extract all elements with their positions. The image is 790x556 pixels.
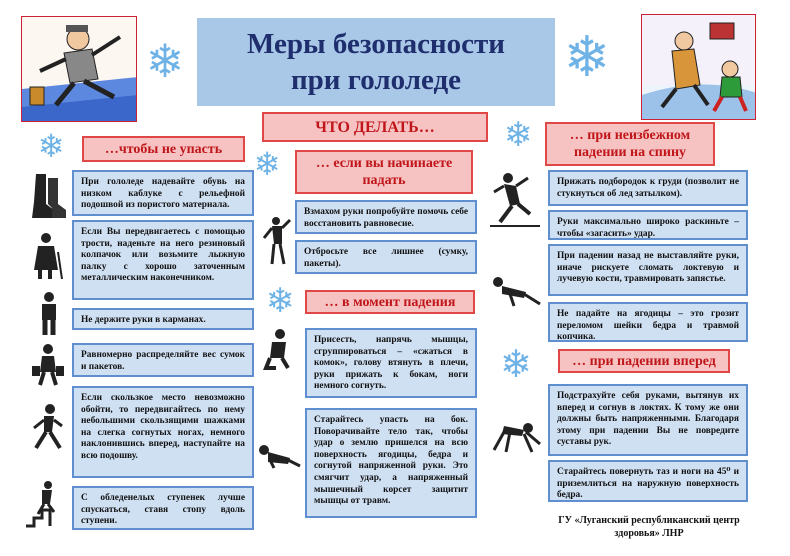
slipping-man-illustration [22,17,137,122]
snowflake-icon: ❄ [145,34,185,88]
person-with-bags-icon [30,344,66,386]
boots-icon [28,172,68,220]
snowflake-icon: ❄ [500,342,532,386]
right-item-2: Руки максимально широко раскиньте – чтобы «загасить» удар. [548,210,748,240]
middle-item-4: Старайтесь упасть на бок. Поворачивайте тело так, чтобы удар о землю пришелся на всю поверхность ягодицы, бедра и согнутой напряженной руки. Это смягчит удар, а напряженный мышечный корсет защитит мышцы от травм. [305,408,477,518]
middle-item-2: Отбросьте все лишнее (сумку, пакеты). [295,240,477,274]
middle-item-3: Присесть, напрячь мышцы, сгруппироваться – «сжаться в комок», голову втянуть в плечи, руки прижать к бокам, ноги немного согнуть. [305,328,477,398]
right-item-5: Подстрахуйте себя руками, вытянув их вперед и согнув в локтях. К тому же они должны быть напряженными. Благодаря этому при падении Вы не повредите суставы рук. [548,384,748,456]
falling-person-icon [262,216,292,266]
right-item-6: Старайтесь повернуть таз и ноги на 45⁰ и приземлиться на наружную поверхность бедра. [548,460,748,502]
walking-person-icon [30,404,66,450]
middle-section-header-1: … если вы начинаете падать [295,150,473,194]
slipping-people-illustration [642,15,756,120]
fall-illustration-left [21,16,137,122]
footer-line-1: ГУ «Луганский республиканский центр [558,515,740,526]
right-item-3: При падении назад не выставляйте руки, иначе рискуете сломать локтевую и лучевую кости, травмировать запястье. [548,244,748,296]
middle-item-1: Взмахом руки попробуйте помочь себе восстановить равновесие. [295,200,477,234]
left-item-2: Если Вы передвигаетесь с помощью трости, наденьте на него резиновый колпачок или возьмите лыжную палку с хорошо заточенным металлическим наконечником. [72,220,254,300]
person-standing-icon [34,292,64,336]
person-falling-forward-icon [490,408,544,458]
title-line-2: при гололеде [290,64,462,96]
right-item-1: Прижать подбородок к груди (позволит не стукнуться об лед затылком). [548,170,748,206]
page-title [197,18,555,106]
stairs-person-icon [26,480,66,528]
cane-person-icon [30,232,66,280]
organization-footer [542,514,756,540]
person-lying-icon [490,272,542,308]
title-line-1: Меры безопасности [247,28,505,60]
right-item-4: Не падайте на ягодицы – это грозит переломом шейки бедра и травмой копчика. [548,302,748,342]
left-section-header: …чтобы не упасть [82,136,245,162]
left-item-4: Равномерно распределяйте вес сумок и пакетов. [72,343,254,377]
snowflake-icon: ❄ [265,281,295,321]
left-item-5: Если скользкое место невозможно обойти, то передвигайтесь по нему небольшими скользящими шажками на слегка согнутых ногах, немного наклонившись вперед, наступайте на всю подошву. [72,386,254,478]
person-on-side-icon [256,436,302,470]
right-section-header-2: … при падении вперед [558,349,730,373]
crouching-person-icon [262,328,294,370]
what-to-do-header: ЧТО ДЕЛАТЬ… [262,112,488,142]
snowflake-icon: ❄ [37,127,65,165]
snowflake-icon: ❄ [563,25,611,90]
footer-line-2: здоровья» ЛНР [614,528,684,539]
middle-section-header-2: … в момент падения [305,290,475,314]
snowflake-icon: ❄ [253,145,281,183]
snowflake-icon: ❄ [503,115,533,155]
left-item-3: Не держите руки в карманах. [72,308,254,330]
right-section-header-1: … при неизбежном падении на спину [545,122,715,166]
left-item-6: С обледенелых ступенек лучше спускаться, ставя стопу вдоль ступени. [72,486,254,530]
person-falling-back-icon [490,170,540,228]
left-item-1: При гололеде надевайте обувь на низком каблуке с рельефной подошвой из пористого материала. [72,170,254,216]
fall-illustration-right [641,14,756,120]
